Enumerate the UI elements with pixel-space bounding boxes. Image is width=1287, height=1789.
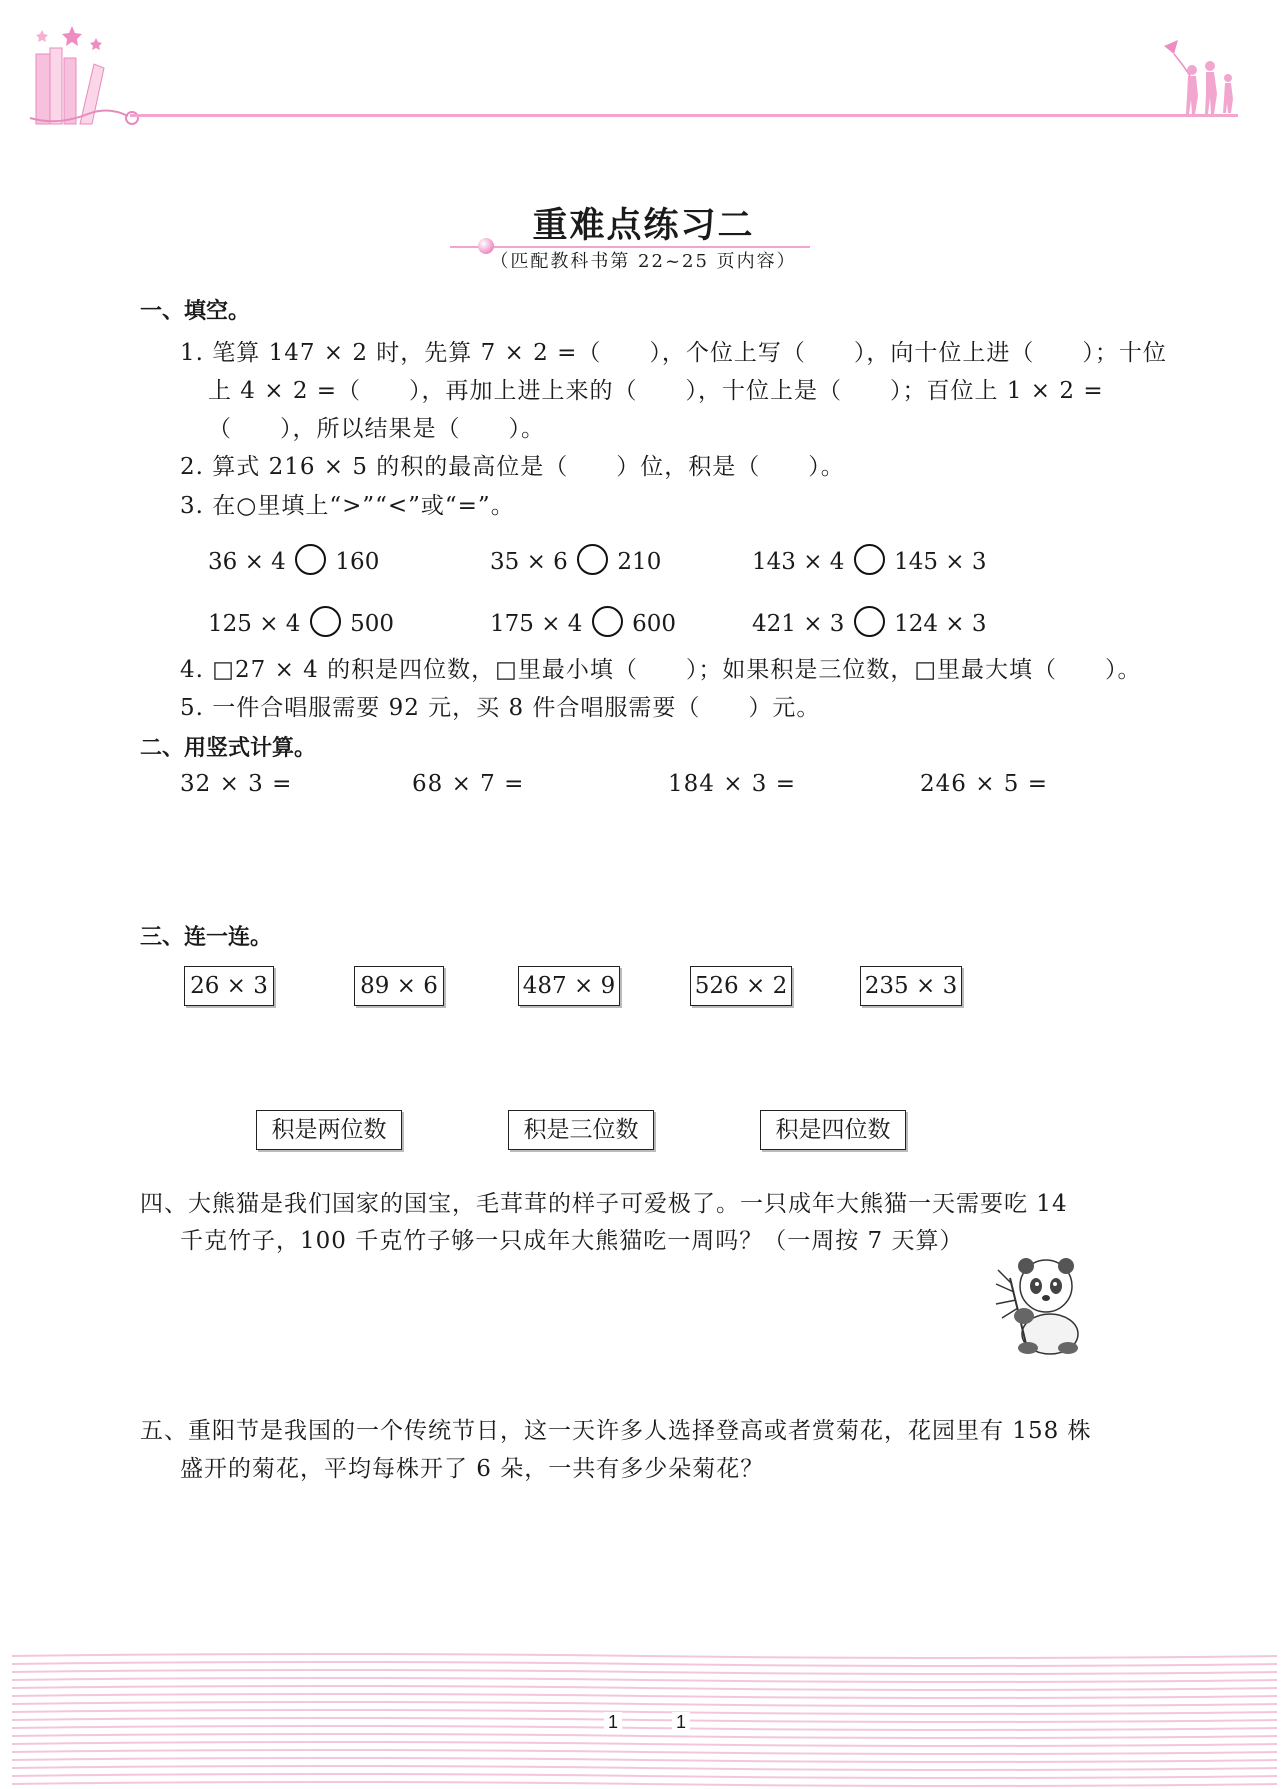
children-kite-icon [1160,36,1240,118]
compare-right: 600 [632,611,676,637]
category-box[interactable]: 积是四位数 [760,1110,906,1150]
section-4-line-2: 千克竹子，100 千克竹子够一只成年大熊猫吃一周吗？（一周按 7 天算） [180,1228,964,1254]
page-number: 1 [604,1712,622,1733]
panda-icon [988,1254,1088,1356]
compare-right: 145 × 3 [894,549,987,575]
compare-right: 210 [617,549,662,575]
question-1-line-1: 1. 笔算 147 × 2 时，先算 7 × 2 =（ ），个位上写（ ），向十位上进（ ）；十位 [180,340,1167,366]
compare-item [752,606,987,637]
compare-item [490,544,661,575]
question-1-line-2: 上 4 × 2 =（ ），再加上进上来的（ ），十位上是（ ）；百位上 1 × 2 = [208,378,1104,404]
vertical-calc-item: 68 × 7 = [412,771,525,797]
compare-left: 175 × 4 [490,611,583,637]
compare-right: 160 [335,549,380,575]
section-2-heading: 二、用竖式计算。 [140,736,317,761]
section-3-heading: 三、连一连。 [140,925,273,950]
compare-item [208,606,394,637]
expression-box[interactable]: 89 × 6 [354,966,444,1006]
expression-box[interactable]: 487 × 9 [518,966,620,1006]
page-number: 1 [672,1712,690,1733]
section-4-line-1: 四、大熊猫是我们国家的国宝，毛茸茸的样子可爱极了。一只成年大熊猫一天需要吃 14 [140,1191,1068,1217]
expression-box[interactable]: 26 × 3 [184,966,274,1006]
section-1-heading: 一、填空。 [140,299,251,324]
vertical-calc-item: 32 × 3 = [180,771,293,797]
vertical-calc-item: 184 × 3 = [668,771,797,797]
answer-circle[interactable] [854,544,885,575]
question-4: 4. □27 × 4 的积是四位数，□里最小填（ ）；如果积是三位数，□里最大填（ ）。 [180,657,1142,683]
page-title: 重难点练习二 [532,205,755,246]
answer-circle[interactable] [854,606,885,637]
expression-box[interactable]: 235 × 3 [860,966,962,1006]
section-5-line-2: 盛开的菊花，平均每株开了 6 朵，一共有多少朵菊花？ [180,1456,765,1482]
answer-circle[interactable] [310,606,341,637]
compare-left: 36 × 4 [208,549,286,575]
compare-item [490,606,676,637]
answer-circle[interactable] [295,544,326,575]
compare-left: 35 × 6 [490,549,568,575]
compare-item [752,544,987,575]
footer-stripes [12,1652,1277,1789]
category-box[interactable]: 积是三位数 [508,1110,654,1150]
answer-circle[interactable] [577,544,608,575]
question-1-line-3: （ ），所以结果是（ ）。 [208,416,545,442]
section-5-line-1: 五、重阳节是我国的一个传统节日，这一天许多人选择登高或者赏菊花，花园里有 158 株 [140,1418,1092,1444]
answer-circle[interactable] [592,606,623,637]
compare-item [208,544,379,575]
category-box[interactable]: 积是两位数 [256,1110,402,1150]
compare-left: 143 × 4 [752,549,845,575]
question-2: 2. 算式 216 × 5 的积的最高位是（ ）位，积是（ ）。 [180,454,845,480]
page-subtitle: （匹配教科书第 22~25 页内容） [490,251,797,272]
compare-left: 125 × 4 [208,611,301,637]
compare-left: 421 × 3 [752,611,845,637]
vertical-calc-item: 246 × 5 = [920,771,1049,797]
header-rule [130,114,1238,117]
expression-box[interactable]: 526 × 2 [690,966,792,1006]
question-5: 5. 一件合唱服需要 92 元，买 8 件合唱服需要（ ）元。 [180,695,821,721]
compare-right: 500 [350,611,394,637]
compare-right: 124 × 3 [894,611,987,637]
question-3: 3. 在○里填上“>”“<”或“=”。 [180,493,515,519]
